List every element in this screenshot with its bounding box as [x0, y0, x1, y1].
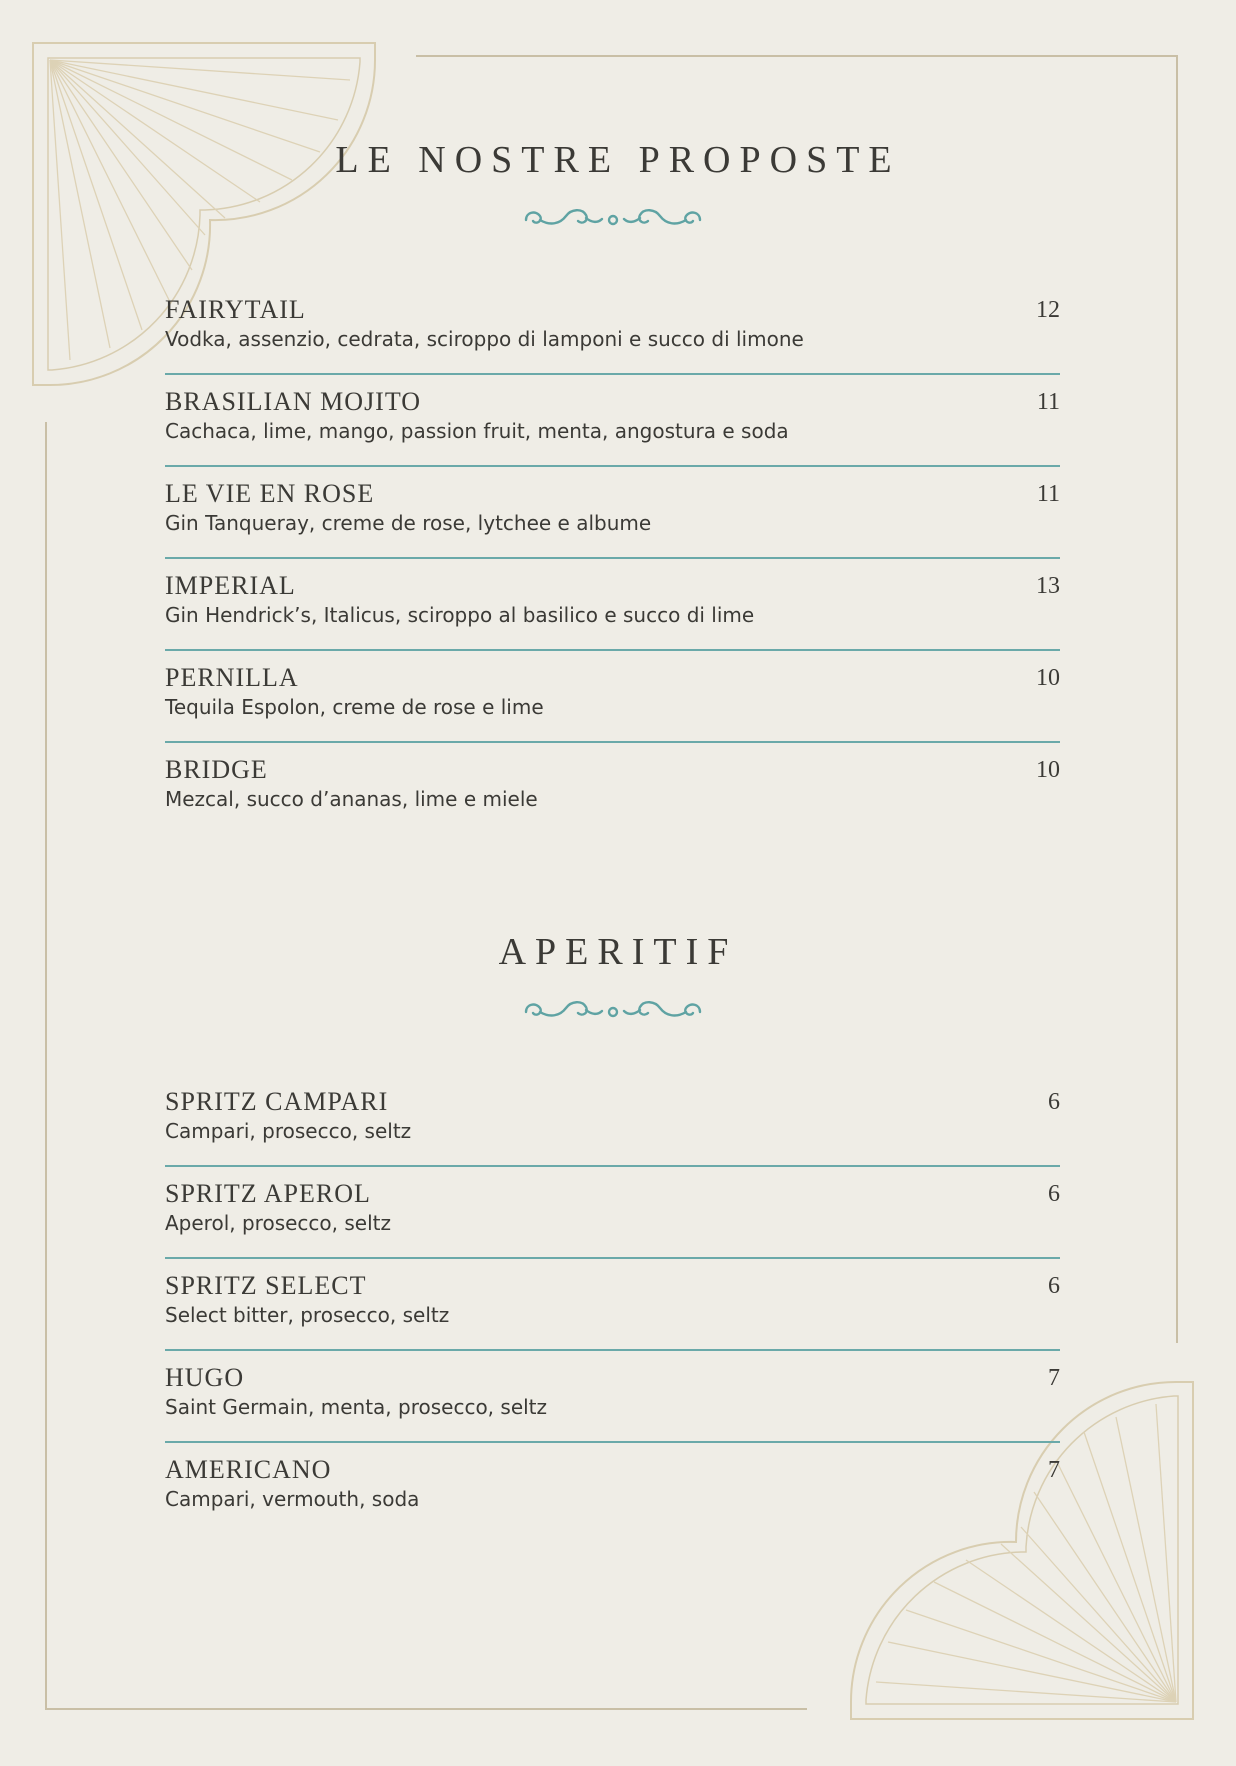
menu-item	[165, 651, 1060, 743]
item-price: 6	[1048, 1089, 1060, 1115]
item-price: 11	[1036, 481, 1060, 507]
item-description: Gin Hendrick’s, Italicus, sciroppo al basilico e succo di lime	[165, 603, 755, 627]
item-description: Campari, prosecco, seltz	[165, 1119, 412, 1143]
item-name: HUGO	[165, 1363, 245, 1392]
item-price: 10	[1036, 665, 1060, 691]
menu-item	[165, 283, 1060, 375]
item-name: SPRITZ SELECT	[165, 1271, 367, 1300]
item-price: 6	[1048, 1181, 1060, 1207]
menu-item	[165, 1351, 1060, 1443]
frame-right-line	[1176, 55, 1178, 1343]
menu-item	[165, 1443, 1060, 1535]
item-description: Mezcal, succo d’ananas, lime e miele	[165, 787, 538, 811]
swirl-ornament-icon	[518, 198, 708, 238]
menu-item	[165, 1075, 1060, 1167]
menu-item	[165, 1167, 1060, 1259]
frame-top-line	[416, 55, 1178, 57]
item-description: Campari, vermouth, soda	[165, 1487, 420, 1511]
item-price: 7	[1048, 1365, 1060, 1391]
menu-item	[165, 467, 1060, 559]
item-name: SPRITZ CAMPARI	[165, 1087, 389, 1116]
item-name: FAIRYTAIL	[165, 295, 306, 324]
item-price: 11	[1036, 389, 1060, 415]
item-name: BRIDGE	[165, 755, 268, 784]
section-title-aperitif: APERITIF	[498, 931, 738, 973]
item-name: LE VIE EN ROSE	[165, 479, 375, 508]
item-description: Gin Tanqueray, creme de rose, lytchee e albume	[165, 511, 652, 535]
item-description: Tequila Espolon, creme de rose e lime	[165, 695, 544, 719]
item-name: SPRITZ APEROL	[165, 1179, 371, 1208]
item-price: 7	[1048, 1457, 1060, 1483]
item-name: IMPERIAL	[165, 571, 296, 600]
menu-list-proposte	[165, 283, 1060, 835]
item-price: 6	[1048, 1273, 1060, 1299]
item-price: 12	[1036, 297, 1060, 323]
item-description: Vodka, assenzio, cedrata, sciroppo di lamponi e succo di limone	[165, 327, 804, 351]
menu-item	[165, 1259, 1060, 1351]
item-description: Saint Germain, menta, prosecco, seltz	[165, 1395, 548, 1419]
item-description: Select bitter, prosecco, seltz	[165, 1303, 450, 1327]
swirl-ornament-icon	[518, 990, 708, 1030]
item-description: Aperol, prosecco, seltz	[165, 1211, 391, 1235]
menu-list-aperitif	[165, 1075, 1060, 1535]
frame-bottom-line	[45, 1708, 807, 1710]
item-name: AMERICANO	[165, 1455, 332, 1484]
item-description: Cachaca, lime, mango, passion fruit, menta, angostura e soda	[165, 419, 789, 443]
menu-item	[165, 743, 1060, 835]
item-name: BRASILIAN MOJITO	[165, 387, 422, 416]
frame-left-line	[45, 422, 47, 1710]
menu-item	[165, 375, 1060, 467]
menu-item	[165, 559, 1060, 651]
item-price: 10	[1036, 757, 1060, 783]
section-title-proposte: LE NOSTRE PROPOSTE	[335, 139, 901, 181]
item-name: PERNILLA	[165, 663, 299, 692]
item-price: 13	[1036, 573, 1060, 599]
